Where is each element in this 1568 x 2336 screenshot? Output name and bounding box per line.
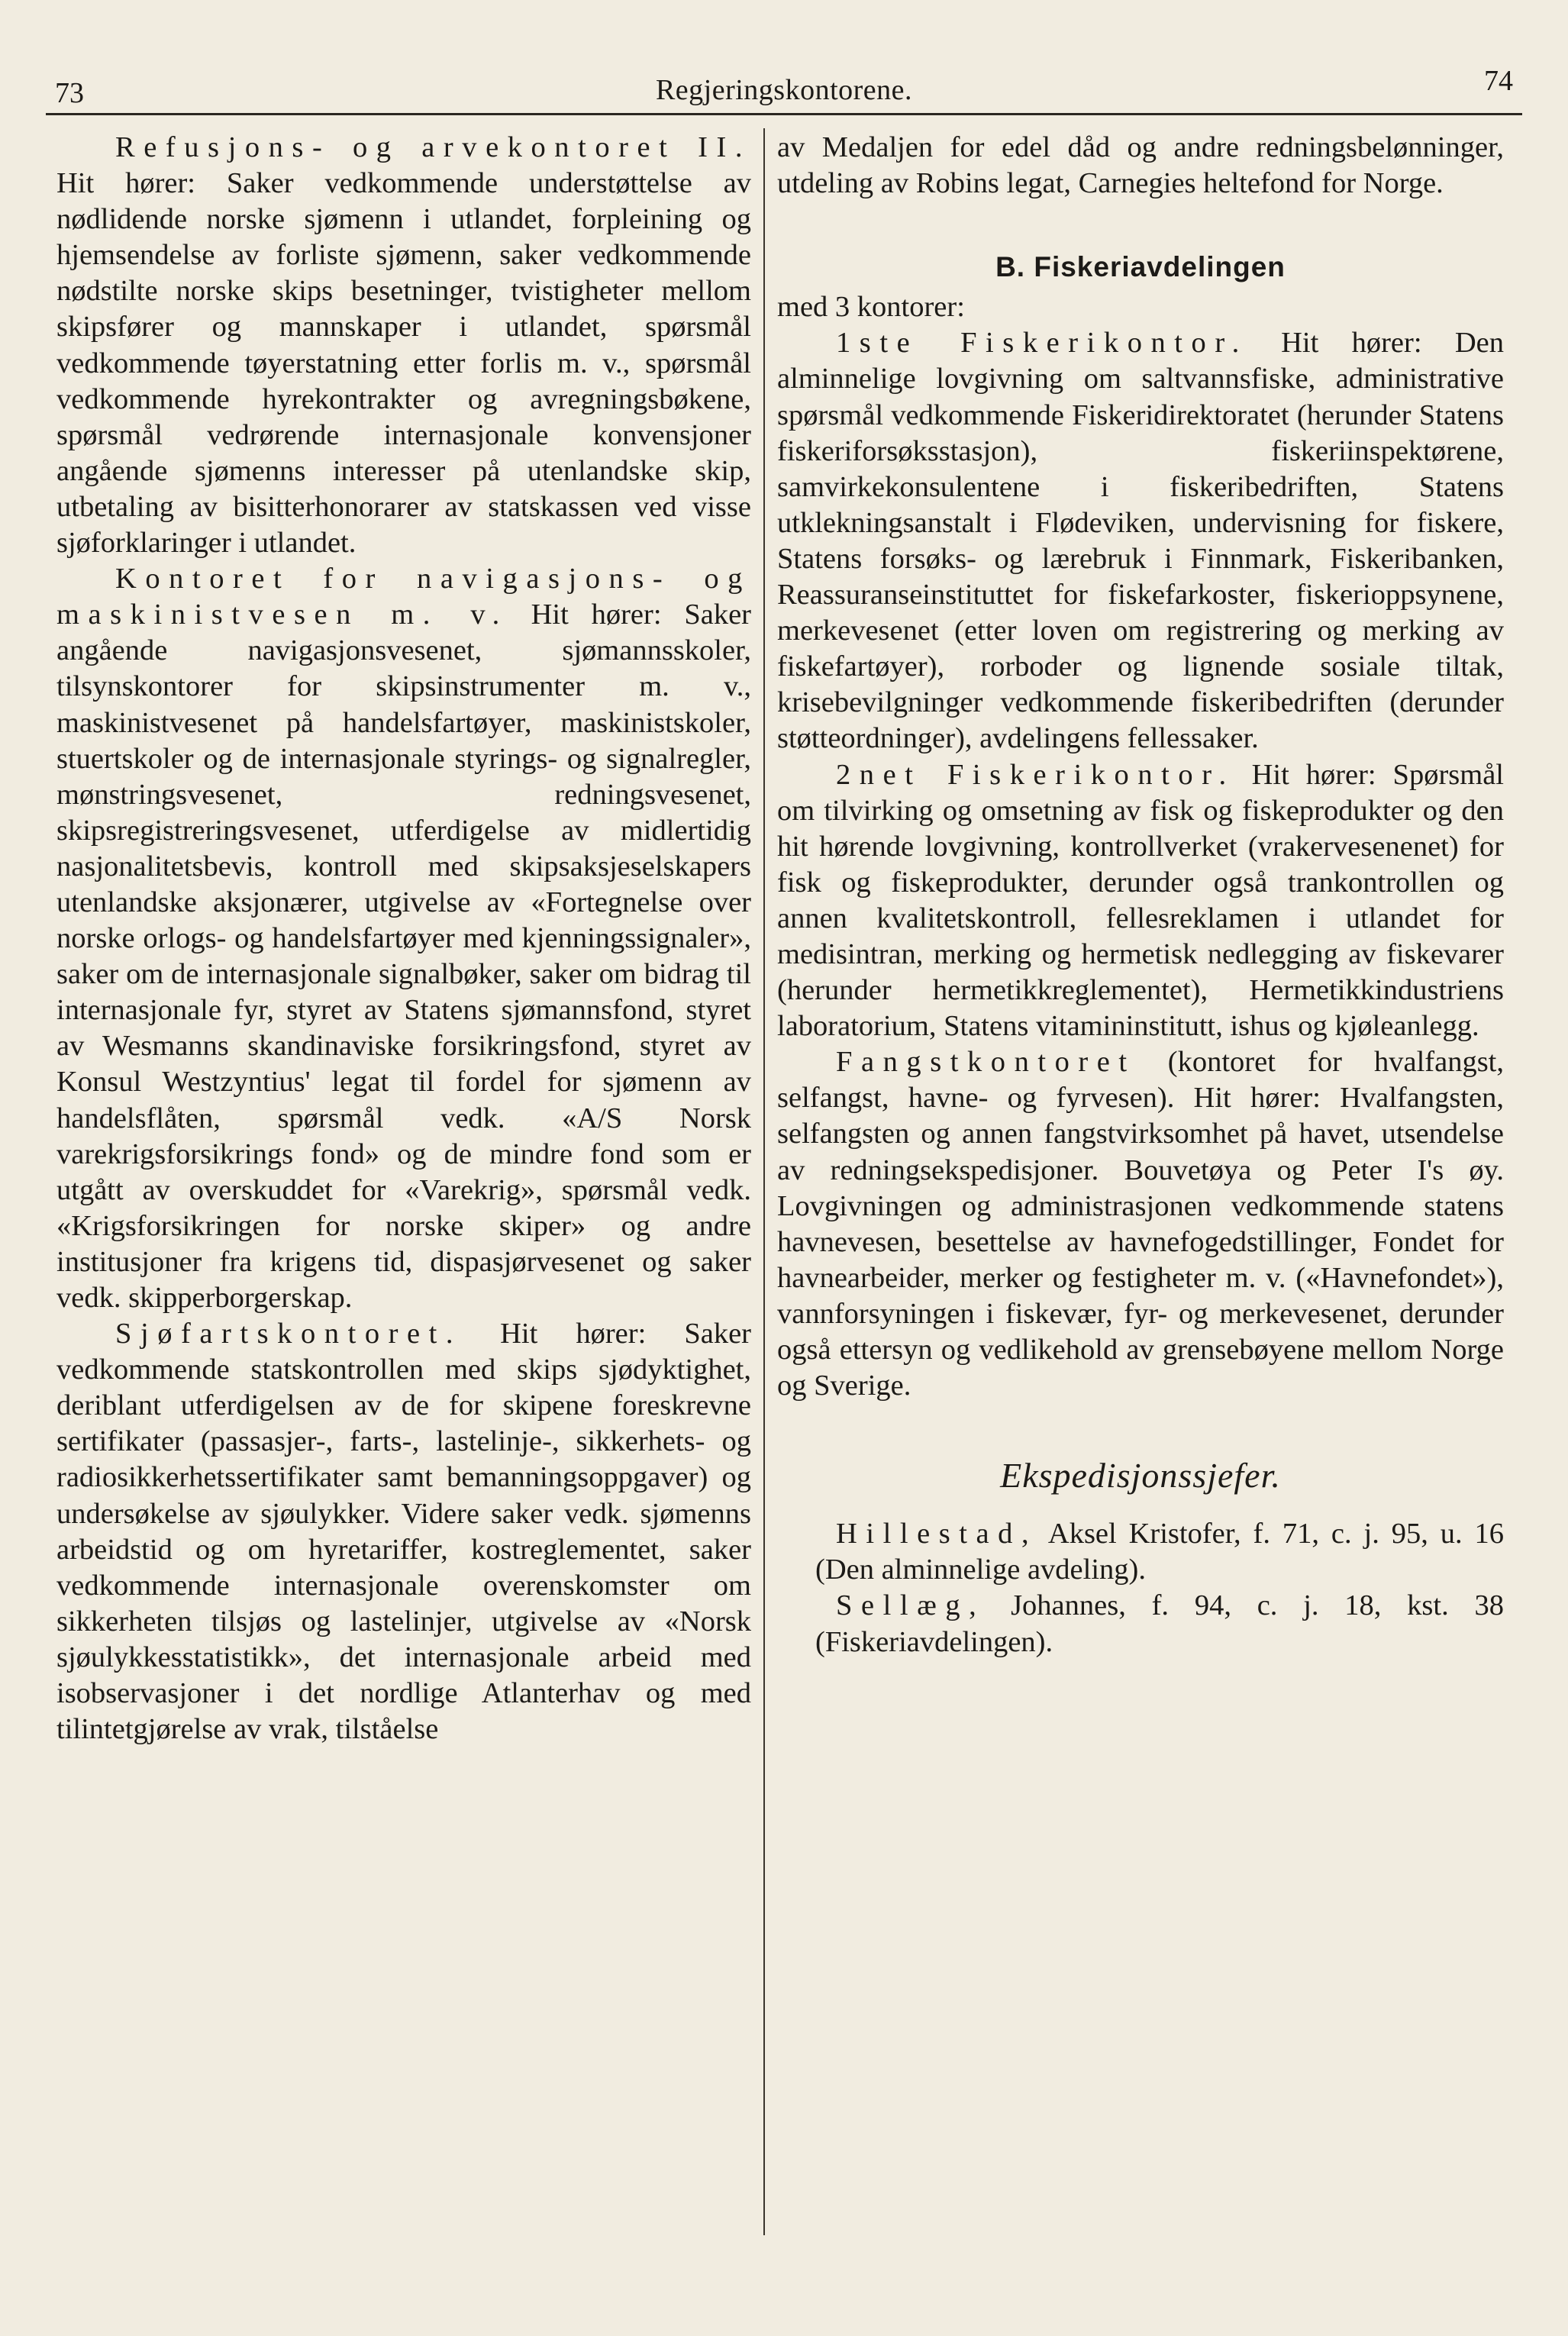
paragraph-text: Hit hører: Saker vedkommende statskontrollen med skips sjødyktighet, deriblant utferdigelsen av de for skipene foreskrevne sertifikater (passasjer-, farts-, lastelinje-, sikkerhets- og radiosikkerhetssertifikater samt bemanningsoppgaver) og undersøkelse av sjøulykker. Videre saker vedk. sjømenns arbeidstid og om hyretariffer, kostreglementet, saker vedkommende internasjonale overenskomster om sikkerheten tilsjøs og lastelinjer, utgivelse av «Norsk sjøulykkesstatistikk», det internasjonale arbeid med isobservasjoner i det nordlige Atlanterhav og med tilintetgjørelse av vrak, tilståelse (56, 1318, 751, 1746)
paragraph-text: Hit hører: Saker angående navigasjonsvesenet, sjømannsskoler, tilsynskontorer for skipsinstrumenter m. v., maskinistvesenet på handelsfartøyer, maskinistskoler, stuertskoler og de internasjonale styrings- og signalregler, mønstringsvesenet, redningsvesenet, skipsregistreringsvesenet, utferdigelse av midlertidig nasjonalitetsbevis, kontroll med skipsaksjeselskapers utenlandske aksjonærer, utgivelse av «Fortegnelse over norske orlogs- og handelsfartøyer med kjenningssignaler», saker om de internasjonale signalbøker, saker om bidrag til internasjonale fyr, styret av Statens sjømannsfond, styret av Wesmanns skandinaviske forsikringsfond, styret av Konsul Westzyntius' legat til fordel for sjømenn av handelsflåten, spørsmål vedk. «A/S Norsk varekrigsforsikrings fond» og de mindre fond som er utgått av overskuddet for «Varekrig», spørsmål vedk. «Krigsforsikringen for norske skiper» og andre institusjoner fra krigens tid, dispasjørvesenet og saker vedk. skipperborgerskap. (56, 599, 751, 1314)
page-number-right: 74 (1484, 65, 1513, 97)
paragraph-fangst (777, 1044, 1504, 1404)
office-name: Refusjons- og arvekontoret II. (115, 131, 751, 163)
paragraph-sjofart (56, 1316, 751, 1747)
person-details: Johannes, f. 94, c. j. 18, kst. 38 (Fiskeriavdelingen). (815, 1589, 1504, 1658)
paragraph-refusjon (56, 130, 751, 561)
paragraph-fiskeri-2 (777, 757, 1504, 1045)
column-divider (763, 128, 765, 2235)
paragraph-text: Hit hører: Den alminnelige lovgivning om saltvannsfiske, administrative spørsmål vedkommende Fiskeridirektoratet (herunder Statens fiskeriforsøksstasjon), fiskeriinspektørene, samvirkekonsulentene i fiskeribedriften, Statens utklekningsanstalt i Flødeviken, undervisning for fiskere, Statens forsøks- og lærebruk i Finnmark, Fiskeribanken, Reassuranseinstituttet for fiskefarkoster, fiskerioppsynene, merkevesenet (etter loven om registrering og merking av fiskefartøyer), rorboder og lignende sosiale tiltak, krisebevilgninger vedkommende fiskeribedriften (derunder støtteordninger), avdelingens fellessaker. (777, 327, 1505, 755)
paragraph-navigasjon (56, 561, 751, 1316)
running-title: Regjeringskontorene. (655, 74, 913, 106)
office-name: 1ste Fiskerikontor. (836, 327, 1248, 360)
person-entry (777, 1516, 1504, 1588)
office-name: 2net Fiskerikontor. (836, 758, 1235, 791)
right-column (777, 130, 1504, 1660)
person-name: Sellæg, (836, 1589, 986, 1622)
office-name: Fangstkontoret (836, 1046, 1136, 1079)
continuation-paragraph: av Medaljen for edel dåd og andre redningsbelønninger, utdeling av Robins legat, Carnegies heltefond for Norge. (777, 131, 1504, 200)
paragraph-fiskeri-1 (777, 325, 1504, 757)
office-name: Sjøfartskontoret. (115, 1318, 463, 1350)
section-intro: med 3 kontorer: (777, 291, 965, 324)
header-rule (46, 113, 1522, 115)
paragraph-text: (kontoret for hvalfangst, selfangst, havne- og fyrvesen). Hit hører: Hvalfangsten, selfangsten og annen fangstvirksomhet på havet, utsendelse av redningsekspedisjoner. Bouvetøya og Peter I's øy. Lovgivningen og administrasjonen vedkommende statens havnevesen, besettelse av havnefogedstillinger, Fondet for havnearbeider, merker og festigheter m. v. («Havnefondet»), vannforsyningen i fiskevær, fyr- og merkevesenet, derunder også ettersyn og vedlikehold av grensebøyene mellom Norge og Sverige. (777, 1046, 1504, 1402)
section-heading: B. Fiskeriavdelingen (995, 251, 1286, 283)
paragraph-text: Hit hører: Spørsmål om tilvirking og omsetning av fisk og fiskeprodukter og den hit hørende lovgivning, kontrollverket (vrakervesenenet) for fisk og fiskeprodukter, derunder også trankontrollen og annen kvalitetskontroll, fellesreklamen i utlandet for medisintran, merking og hermetisk nedlegging av fiskevarer (herunder hermetikkreglementet), Hermetikkindustriens laboratorium, Statens vitamininstitutt, ishus og kjøleanlegg. (777, 758, 1504, 1043)
page-header (46, 60, 1522, 109)
page-number-left: 73 (55, 77, 84, 109)
left-column (56, 130, 751, 1747)
office-name: Kontoret for navigasjons- og maskinistvesen m. v. (56, 563, 751, 631)
ekspedisjonssjefer-heading: Ekspedisjonssjefer. (1000, 1456, 1281, 1495)
paragraph-text: Hit hører: Saker vedkommende understøttelse av nødlidende norske sjømenn i utlandet, forpleining og hjemsendelse av forliste sjømenn, saker vedkommende nødstilte norske skips besetninger, tvistigheter mellom skipsfører og mannskaper i utlandet, spørsmål vedkommende tøyerstatning etter forlis m. v., spørsmål vedkommende hyrekontrakter og avregningsbøkene, spørsmål vedrørende internasjonale konvensjoner angående sjømenns interesser på utenlandske skip, utbetaling av bisitterhonorarer av statskassen ved visse sjøforklaringer i utlandet. (56, 167, 751, 560)
person-details: Aksel Kristofer, f. 71, c. j. 95, u. 16 (Den alminnelige avdeling). (815, 1518, 1504, 1586)
person-entry (777, 1588, 1504, 1660)
person-name: Hillestad, (836, 1518, 1038, 1550)
